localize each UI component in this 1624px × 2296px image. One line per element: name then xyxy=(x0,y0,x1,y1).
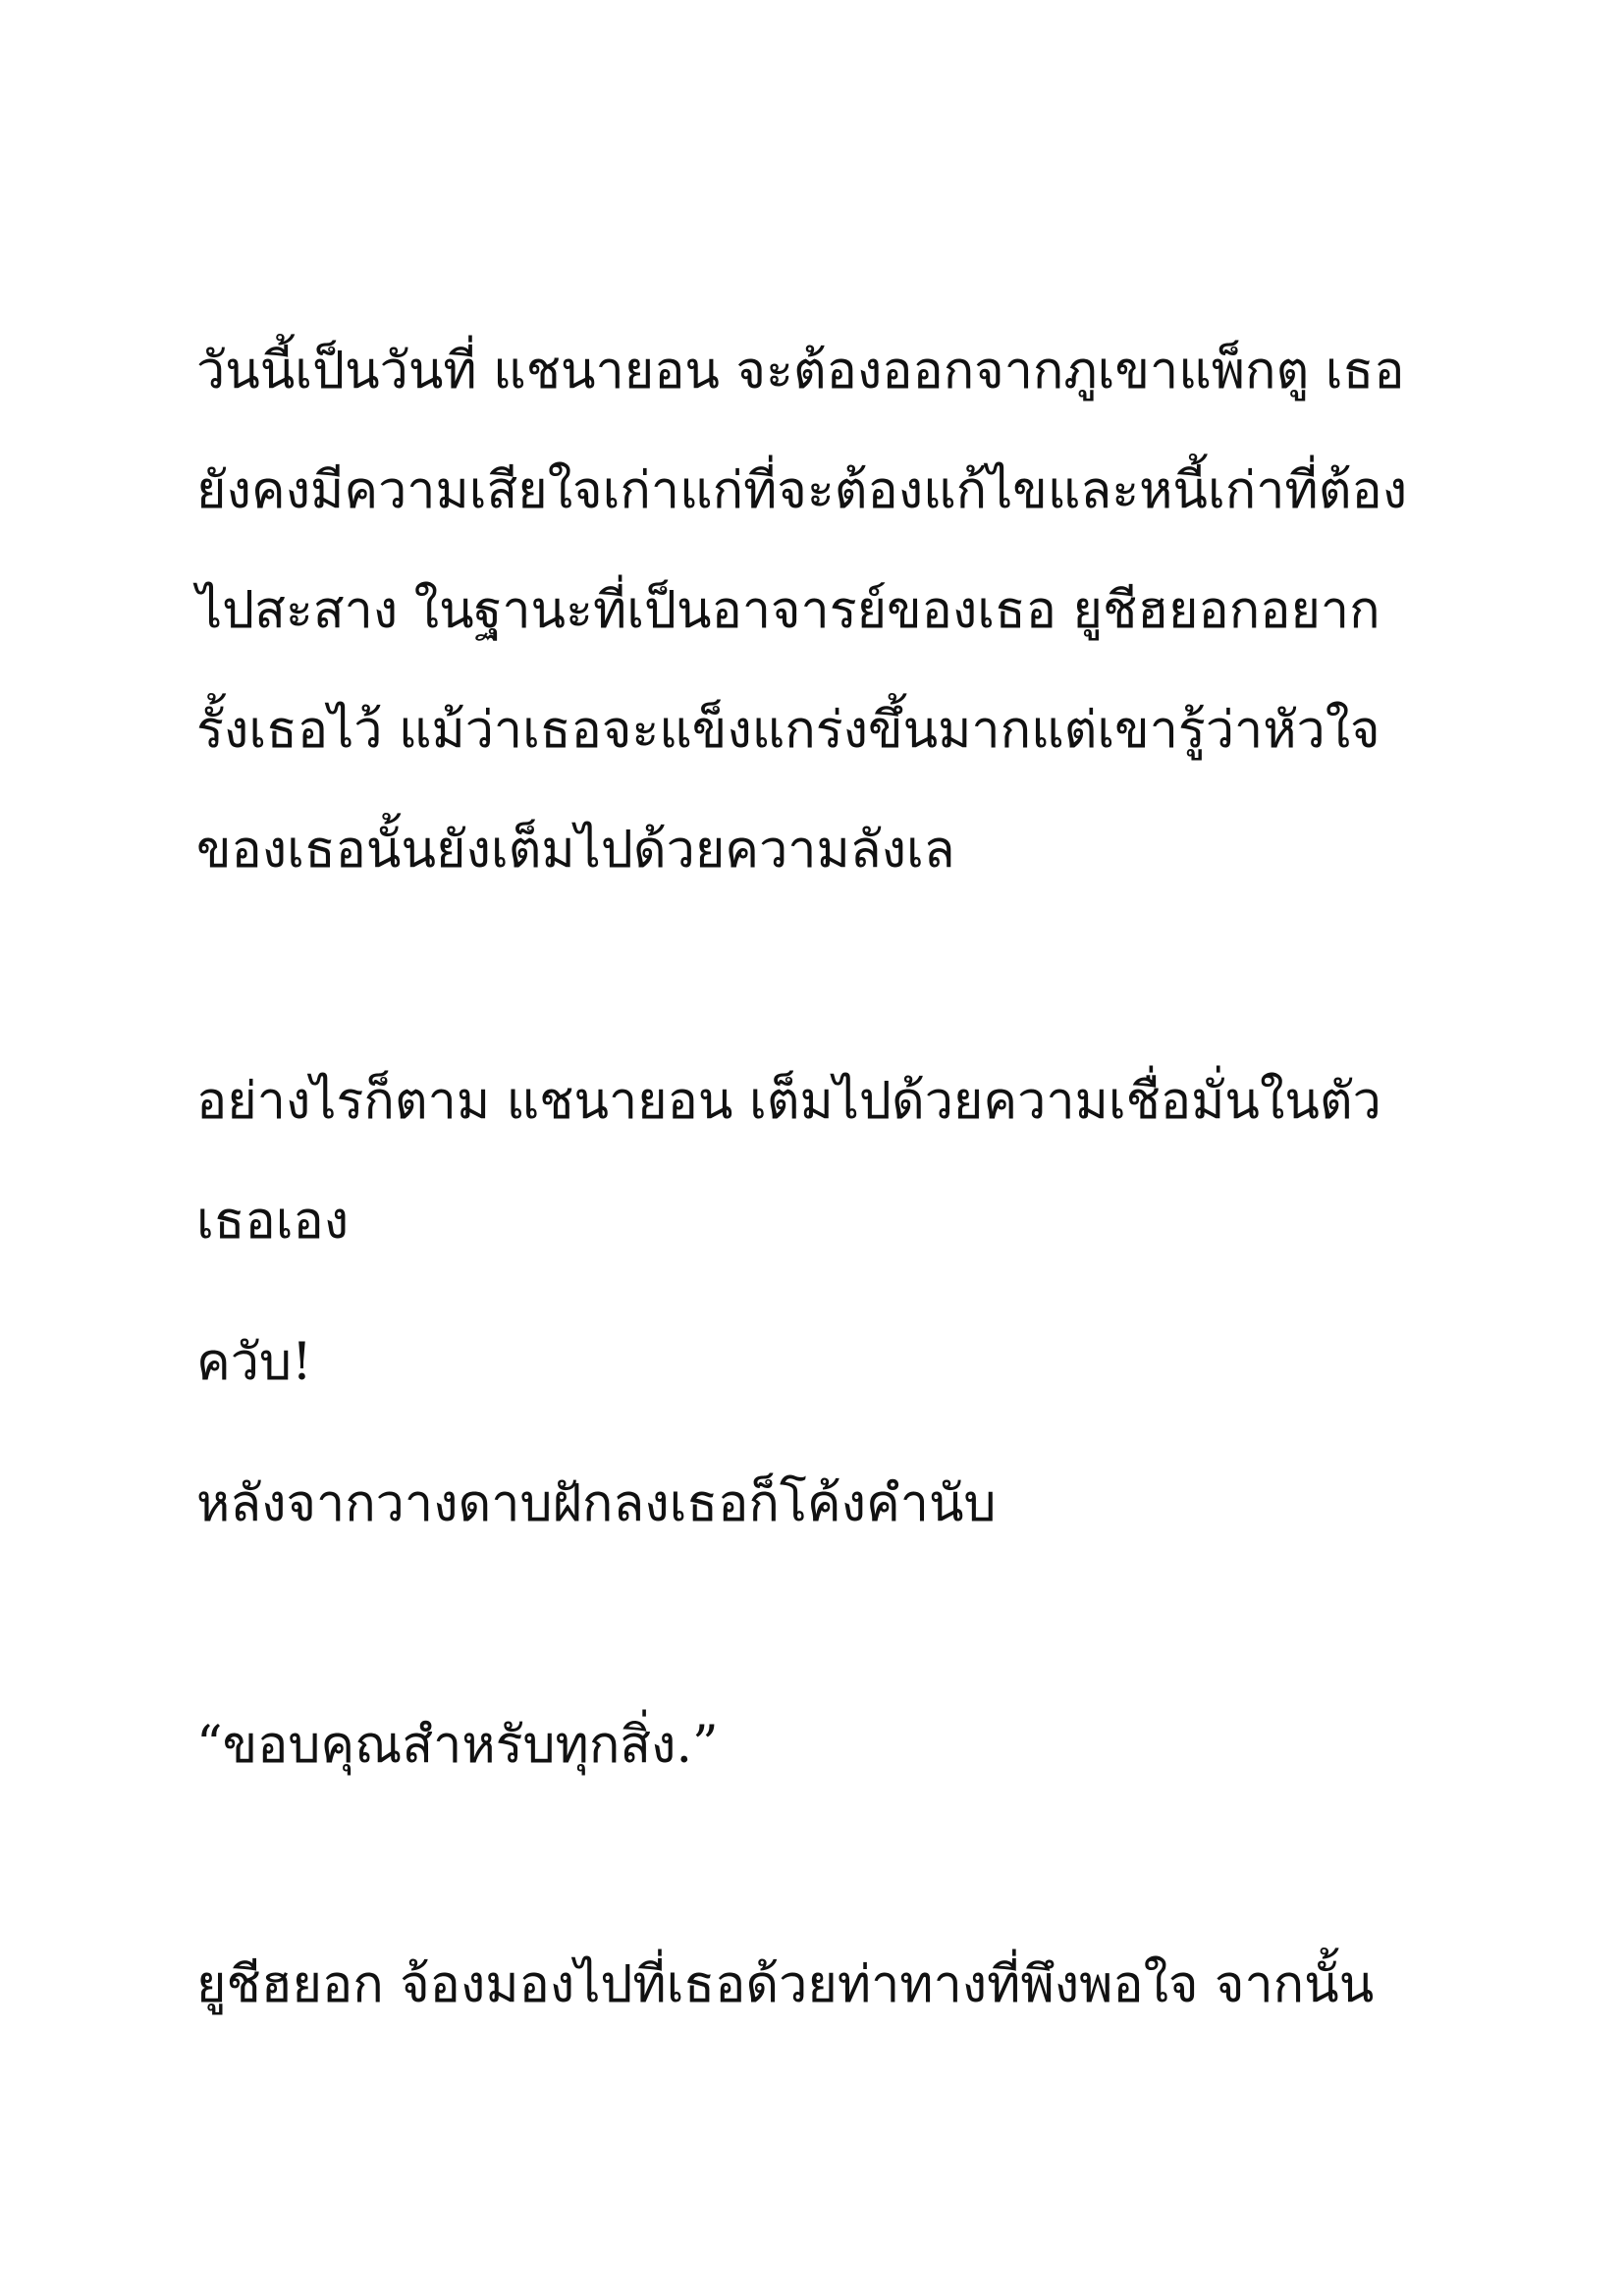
text-line: ของเธอนั้นยังเต็มไปด้วยความลังเล xyxy=(196,821,955,880)
text-line: รั้งเธอไว้ แม้ว่าเธอจะแข็งแกร่งขึ้นมากแต่เขารู้ว่าหัวใจ xyxy=(196,701,1380,760)
text-line: อย่างไรก็ตาม แชนายอน เต็มไปด้วยความเชื่อมั่นในตัว xyxy=(196,1072,1381,1131)
text-line: เธอเอง xyxy=(196,1192,350,1251)
text-line: ยูชีฮยอก จ้องมองไปที่เธอด้วยท่าทางที่พึงพอใจ จากนั้น xyxy=(196,1955,1375,2014)
text-line: ไปสะสาง ในฐานะที่เป็นอาจารย์ของเธอ ยูชีฮยอกอยาก xyxy=(196,581,1380,640)
sound-effect-line: ควับ! xyxy=(196,1333,312,1392)
dialogue-line: “ขอบคุณสำหรับทุกสิ่ง.” xyxy=(196,1716,719,1775)
text-line: ยังคงมีความเสียใจเก่าแก่ที่จะต้องแก้ไขและหนี้เก่าที่ต้อง xyxy=(196,461,1408,520)
text-line: วันนี้เป็นวันที่ แชนายอน จะต้องออกจากภูเขาแพ็กตู เธอ xyxy=(196,342,1405,400)
text-line: หลังจากวางดาบฝักลงเธอก็โค้งคำนับ xyxy=(196,1474,997,1533)
